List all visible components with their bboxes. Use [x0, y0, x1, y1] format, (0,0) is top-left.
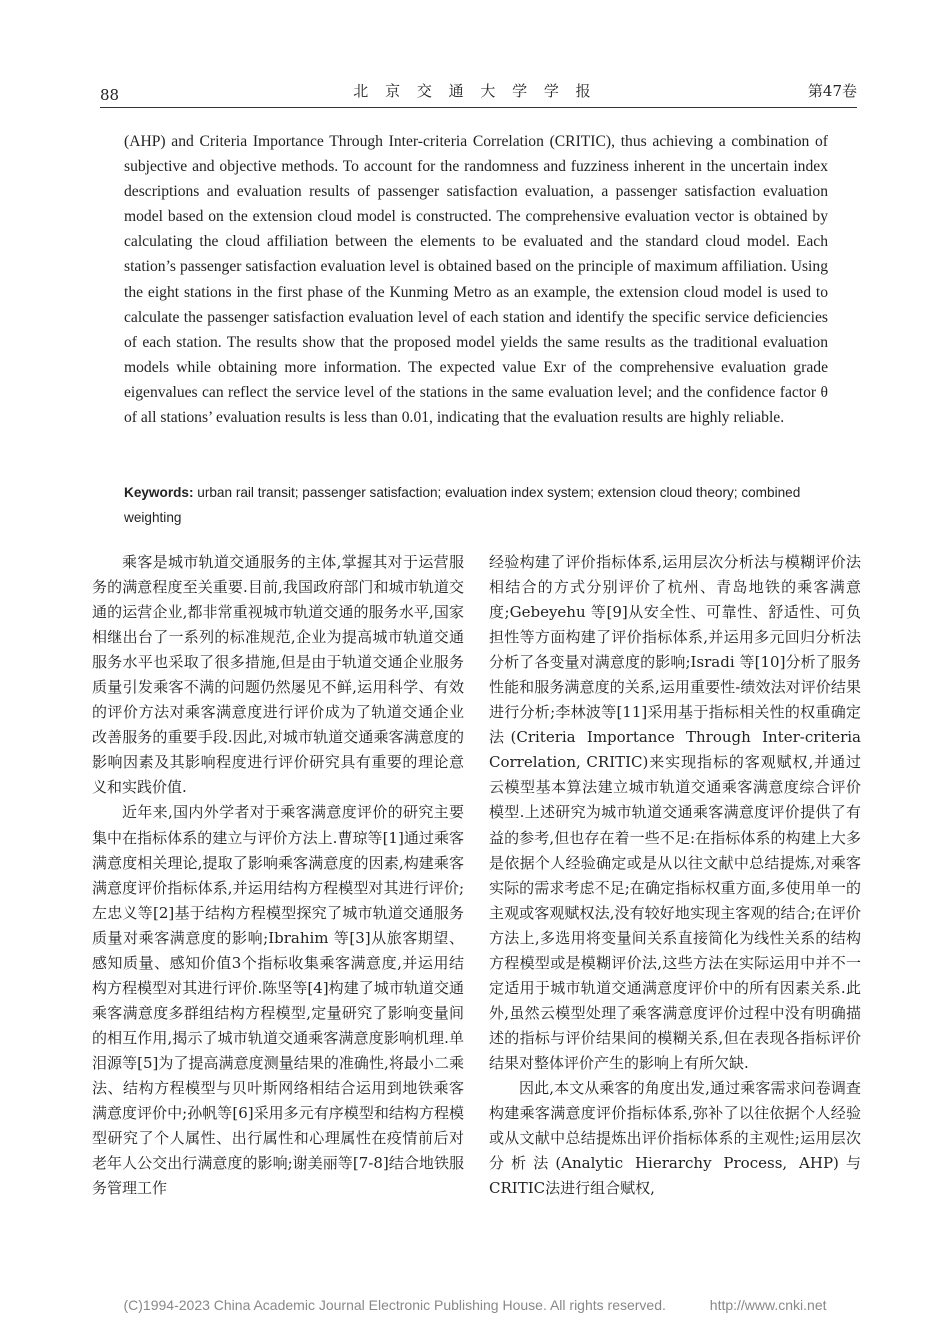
paragraph-literature-continued: 经验构建了评价指标体系,运用层次分析法与模糊评价法相结合的方式分别评价了杭州、青岛地铁的乘客满意度;Gebeyehu 等[9]从安全性、可靠性、舒适性、可负担性等方面构建了评价指标体系,并运用多元回归分析法分析了各变量对满意度的影响;Isradi 等[10]分析了服务性能和服务满意度的关系,运用重要性-绩效法对评价结果进行分析;李林波等[11]采用基于指标相关性的权重确定法(Criteria Importance Through Inter-criteria Correlation, CRITIC)来实现指标的客观赋权,并通过云模型基本算法建立城市轨道交通乘客满意度综合评价模型.上述研究为城市轨道交通乘客满意度评价提供了有益的参考,但也存在着一些不足:在指标体系的构建上大多是依据个人经验确定或是从以往文献中总结提炼,对乘客实际的需求考虑不足;在确定指标权重方面,多使用单一的主观或客观赋权法,没有较好地实现主客观的结合;在评价方法上,多选用将变量间关系直接简化为线性关系的结构方程模型或是模糊评价法,这些方法在实际运用中并不一定适用于城市轨道交通满意度评价中的所有因素关系.此外,虽然云模型处理了乘客满意度评价过程中没有明确描述的指标与评价结果间的模糊关系,但在表现各指标评价结果对整体评价产生的影响上有所欠缺. — [489, 553, 861, 1072]
page-number: 88 — [100, 86, 120, 104]
right-column — [489, 550, 861, 1201]
left-column — [92, 550, 464, 1201]
paragraph-literature: 近年来,国内外学者对于乘客满意度评价的研究主要集中在指标体系的建立与评价方法上.曹琼等[1]通过乘客满意度相关理论,提取了影响乘客满意度的因素,构建乘客满意度评价指标体系,并运用结构方程模型对其进行评价;左忠义等[2]基于结构方程模型探究了城市轨道交通服务质量对乘客满意度的影响;Ibrahim 等[3]从旅客期望、感知质量、感知价值3个指标收集乘客满意度,并运用结构方程模型对其进行评价.陈坚等[4]构建了城市轨道交通乘客满意度多群组结构方程模型,定量研究了影响变量间的相互作用,揭示了城市轨道交通乘客满意度影响机理.单泪源等[5]为了提高满意度测量结果的准确性,将最小二乘法、结构方程模型与贝叶斯网络相结合运用到地铁乘客满意度评价中;孙帆等[6]采用多元有序模型和结构方程模型研究了个人属性、出行属性和心理属性在疫情前后对老年人公交出行满意度的影响;谢美丽等[7-8]结合地铁服务管理工作 — [92, 803, 464, 1198]
copyright-notice: (C)1994-2023 China Academic Journal Electronic Publishing House. All rights reserved. — [123, 1297, 666, 1313]
page-footer — [0, 1297, 950, 1313]
footer-link[interactable]: http://www.cnki.net — [709, 1297, 827, 1313]
keywords-text: urban rail transit; passenger satisfaction; evaluation index system; extension cloud theory; combined weighting — [124, 485, 801, 525]
volume-label: 第47卷 — [807, 82, 857, 100]
header-rule — [100, 107, 857, 108]
english-abstract — [124, 129, 828, 430]
page-header — [0, 0, 950, 104]
journal-title: 北 京 交 通 大 学 学 报 — [353, 82, 597, 100]
keywords-label: Keywords: — [124, 485, 194, 500]
paragraph-intro: 乘客是城市轨道交通服务的主体,掌握其对于运营服务的满意程度至关重要.目前,我国政府部门和城市轨道交通的运营企业,都非常重视城市轨道交通的服务水平,国家相继出台了一系列的标准规范,企业为提高城市轨道交通服务水平也采取了很多措施,但是由于轨道交通企业服务质量引发乘客不满的问题仍然屡见不鲜,运用科学、有效的评价方法对乘客满意度进行评价成为了轨道交通企业改善服务的重要手段.因此,对城市轨道交通乘客满意度的影响因素及其影响程度进行评价研究具有重要的理论意义和实践价值. — [92, 553, 464, 797]
abstract-text: (AHP) and Criteria Importance Through Inter-criteria Correlation (CRITIC), thus achieving a combination of subjective and objective methods. To account for the randomness and fuzziness inherent in the uncertain index descriptions and evaluation results of passenger satisfaction evaluation, a passenger satisfaction evaluation model based on the extension cloud model is constructed. The comprehensive evaluation vector is obtained by calculating the cloud affiliation between the elements to be evaluated and the standard cloud model. Each station’s passenger satisfaction evaluation level is obtained based on the principle of maximum affiliation. Using the eight stations in the first phase of the Kunming Metro as an example, the extension cloud model is used to calculate the passenger satisfaction evaluation level of each station and identify the specific service deficiencies of each station. The results show that the proposed model yields the same results as the traditional evaluation models while obtaining more information. The expected value Exr of the comprehensive evaluation grade eigenvalues can reflect the service level of the stations in the same evaluation level; and the confidence factor θ of all stations’ evaluation results is less than 0.01, indicating that the evaluation results are highly reliable. — [124, 133, 828, 427]
paragraph-approach: 因此,本文从乘客的角度出发,通过乘客需求问卷调查构建乘客满意度评价指标体系,弥补了以往依据个人经验或从文献中总结提炼出评价指标体系的主观性;运用层次分析法(Analytic Hierarchy Process, AHP)与CRITIC法进行组合赋权, — [489, 1078, 861, 1198]
keywords — [124, 480, 828, 530]
